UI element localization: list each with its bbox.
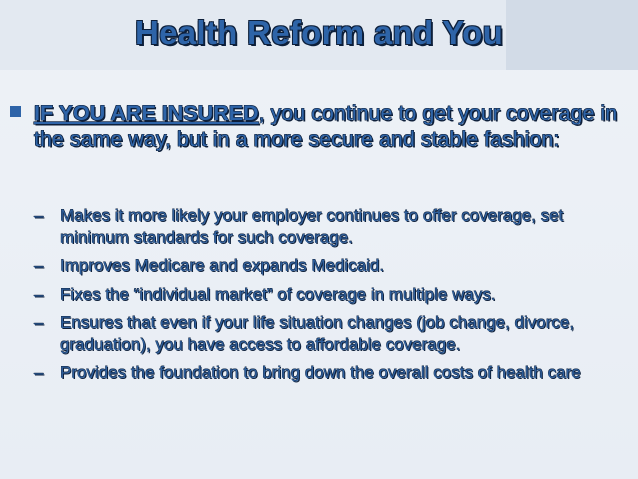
dash-bullet-icon: – [34,206,44,225]
sub-bullet [34,205,630,248]
main-bullet [8,100,628,152]
main-bullet-rest: , you continue to get your coverage in the same way, but in a more secure and stable fashion: [34,101,618,151]
main-bullet-text [34,100,628,152]
sub-bullet-text: Improves Medicare and expands Medicaid. [60,256,385,275]
sub-bullet-text: Ensures that even if your life situation changes (job change, divorce, graduation), you have access to affordable coverage. [60,313,575,354]
square-bullet-icon [10,106,21,117]
sub-bullet [34,362,630,384]
sub-bullet-text: Fixes the “individual market” of coverage in multiple ways. [60,284,496,304]
main-bullet-lead: IF YOU ARE INSURED [34,101,259,125]
sub-bullet-text: Makes it more likely your employer continues to offer coverage, set minimum standards for such coverage. [60,206,564,247]
sub-bullet [34,284,630,306]
sub-bullet [34,312,630,355]
dash-bullet-icon: – [34,284,44,304]
dash-bullet-icon: – [34,363,44,382]
sub-bullet-list [34,205,630,391]
slide-title: Health Reform and You [134,14,504,51]
dash-bullet-icon: – [34,313,44,332]
sub-bullet [34,255,630,277]
sub-bullet-text: Provides the foundation to bring down the overall costs of health care [60,363,581,382]
dash-bullet-icon: – [34,256,44,275]
